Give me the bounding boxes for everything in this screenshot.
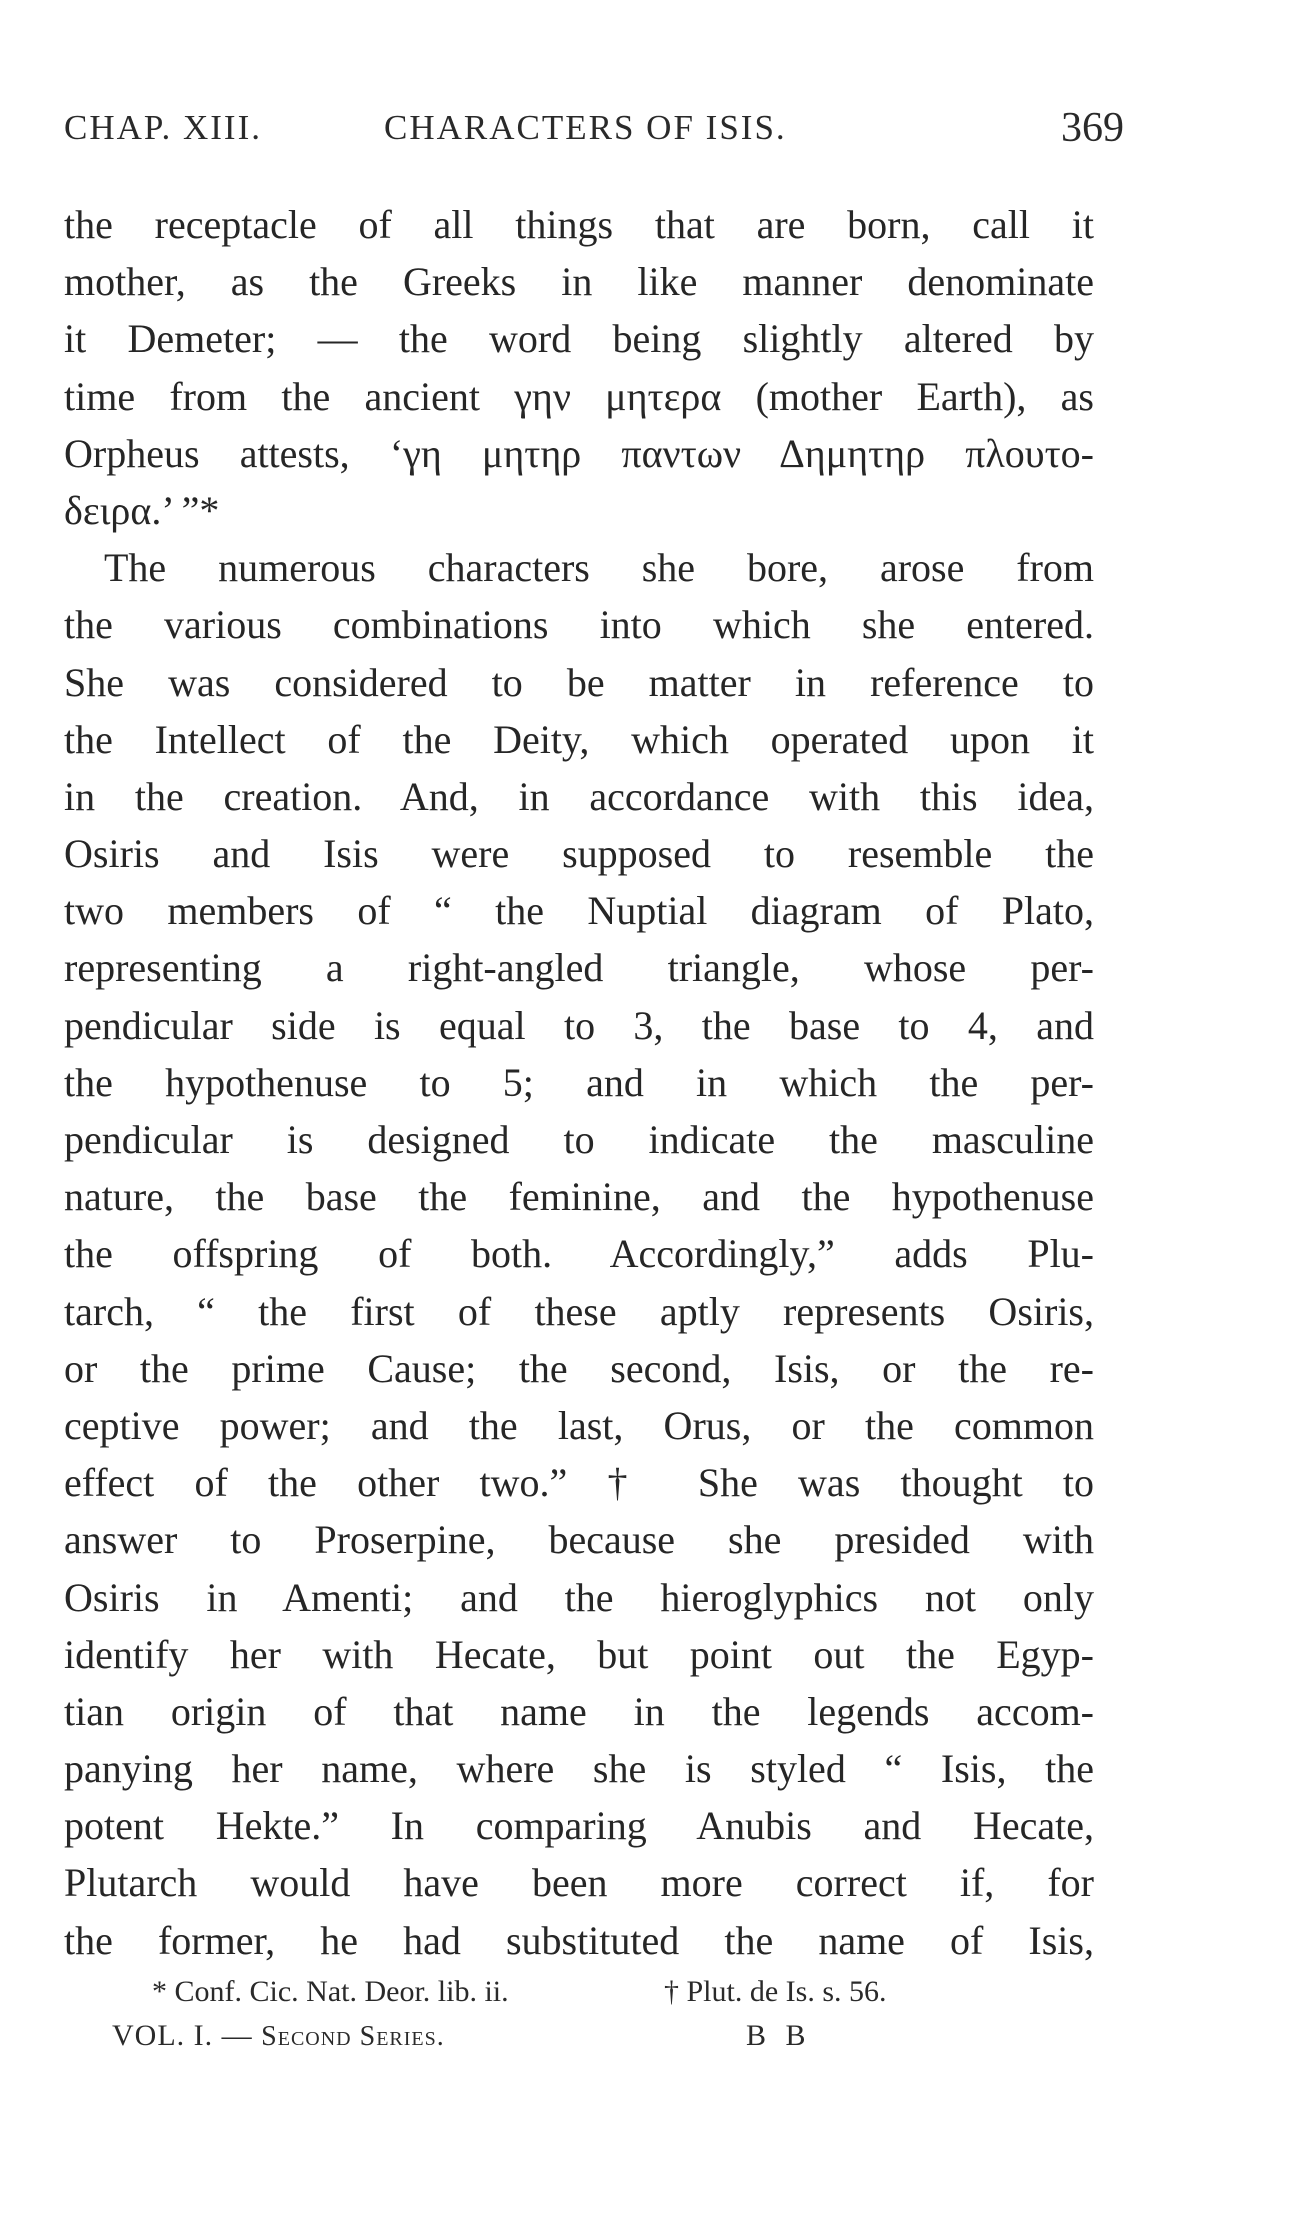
volume-label (112, 2014, 445, 2059)
text-line: tarch, “ the first of these aptly represents Osiris, (64, 1288, 1094, 1334)
chapter-label: CHAP. XIII. (64, 108, 262, 147)
text-line: The numerous characters she bore, arose from (104, 545, 1094, 591)
text-line: Plutarch would have been more correct if, for (64, 1860, 1094, 1906)
running-title: CHARACTERS OF ISIS. (384, 108, 787, 147)
text-line: identify her with Hecate, but point out the Egyp- (64, 1631, 1094, 1677)
signature-row (64, 2014, 1094, 2058)
text-line: in the creation. And, in accordance with this idea, (64, 773, 1094, 819)
footnote-row (64, 1970, 1094, 2014)
text-line: Orpheus attests, ‘γη μητηρ παντων Δημητηρ πλουτο- (64, 430, 1094, 476)
text-line: it Demeter; — the word being slightly altered by (64, 316, 1094, 362)
running-header (64, 105, 1124, 158)
text-line: the hypothenuse to 5; and in which the per- (64, 1059, 1094, 1105)
page-number: 369 (1061, 105, 1124, 151)
body-text (64, 196, 1094, 1969)
text-line: Osiris and Isis were supposed to resemble the (64, 831, 1094, 877)
text-line: answer to Proserpine, because she presided with (64, 1517, 1094, 1563)
text-line: Osiris in Amenti; and the hieroglyphics not only (64, 1574, 1094, 1620)
text-line: mother, as the Greeks in like manner denominate (64, 259, 1094, 305)
text-line: nature, the base the feminine, and the hypothenuse (64, 1174, 1094, 1220)
footnote-cicero: * Conf. Cic. Nat. Deor. lib. ii. (152, 1975, 509, 2008)
series-label: Second Series. (261, 2021, 445, 2052)
footnotes (64, 1970, 1094, 2058)
text-line: representing a right-angled triangle, whose per- (64, 945, 1094, 991)
text-line: the Intellect of the Deity, which operated upon it (64, 716, 1094, 762)
volume-number: VOL. I. — (112, 2019, 262, 2052)
text-line: potent Hekte.” In comparing Anubis and Hecate, (64, 1803, 1094, 1849)
signature-mark: B B (746, 2019, 812, 2052)
text-line: tian origin of that name in the legends accom- (64, 1688, 1094, 1734)
text-line: the former, he had substituted the name of Isis, (64, 1917, 1094, 1963)
text-line: effect of the other two.” † She was thought to (64, 1460, 1094, 1506)
text-line: the offspring of both. Accordingly,” adds Plu- (64, 1231, 1094, 1277)
text-line: or the prime Cause; the second, Isis, or the re- (64, 1345, 1094, 1391)
footnote-plutarch: † Plut. de Is. s. 56. (664, 1975, 887, 2008)
text-line: She was considered to be matter in reference to (64, 659, 1094, 705)
text-line: pendicular side is equal to 3, the base to 4, and (64, 1002, 1094, 1048)
text-line: pendicular is designed to indicate the masculine (64, 1117, 1094, 1162)
text-line: the receptacle of all things that are born, call it (64, 202, 1094, 247)
text-line: time from the ancient γην μητερα (mother Earth), as (64, 373, 1094, 419)
text-line: the various combinations into which she entered. (64, 602, 1094, 648)
text-line: δειρα.’ ”* (64, 487, 220, 533)
text-line: panying her name, where she is styled “ Isis, the (64, 1746, 1094, 1792)
text-line: ceptive power; and the last, Orus, or the common (64, 1402, 1094, 1448)
text-line: two members of “ the Nuptial diagram of Plato, (64, 888, 1094, 934)
